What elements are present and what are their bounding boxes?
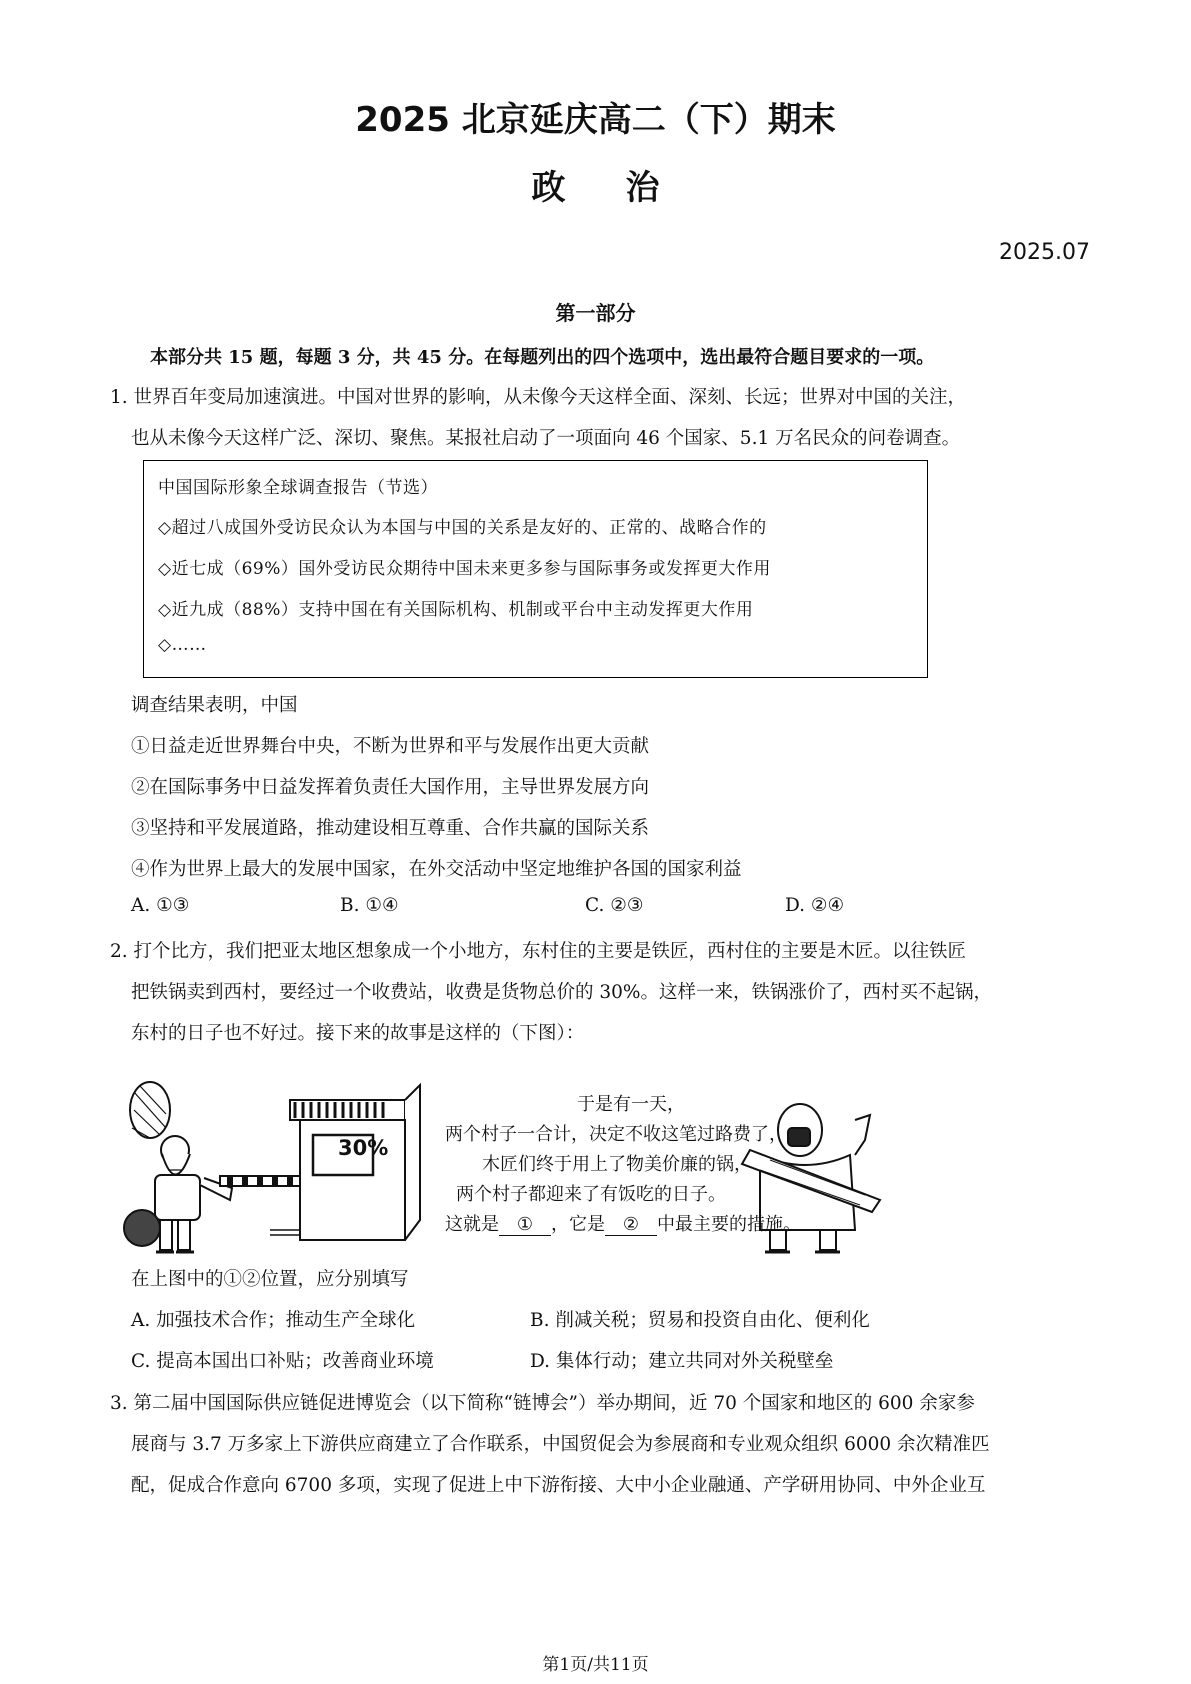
cartoon-line5-a: 这就是: [445, 1214, 499, 1235]
q1-stem-line1: 1. 世界百年变局加速演进。中国对世界的影响，从未像今天这样全面、深刻、长远；世界对中国的关注，: [110, 387, 967, 408]
q1-statement: ②在国际事务中日益发挥着负责任大国作用，主导世界发展方向: [131, 777, 650, 798]
cartoon-line5-b: ，它是: [551, 1214, 605, 1235]
cartoon-blank-1: ①: [499, 1214, 551, 1236]
q1-option-b: B. ①④: [340, 895, 399, 916]
q3-stem-line2: 展商与 3.7 万多家上下游供应商建立了合作联系，中国贸促会为参展商和专业观众组织 6000 余次精准匹: [131, 1434, 990, 1455]
q1-survey-box: [143, 460, 928, 678]
q2-question: 在上图中的①②位置，应分别填写: [131, 1269, 409, 1290]
q2-stem-line1: 2. 打个比方，我们把亚太地区想象成一个小地方，东村住的主要是铁匠，西村住的主要是木匠。以往铁匠: [110, 941, 967, 962]
cartoon-blank-2: ②: [605, 1214, 657, 1236]
q1-statement: ④作为世界上最大的发展中国家，在外交活动中坚定地维护各国的国家利益: [131, 859, 742, 880]
q1-box-item: ◇近七成（69%）国外受访民众期待中国未来更多参与国际事务或发挥更大作用: [158, 559, 771, 579]
q1-box-item: ◇……: [158, 635, 207, 655]
tollbooth-label: 30%: [338, 1136, 389, 1160]
q2-option-b: B. 削减关税；贸易和投资自由化、便利化: [530, 1310, 870, 1331]
exam-date: 2025.07: [999, 240, 1090, 265]
q2-stem-line3: 东村的日子也不好过。接下来的故事是这样的（下图）：: [131, 1023, 585, 1044]
q1-option-a: A. ①③: [131, 895, 190, 916]
q1-box-item: ◇近九成（88%）支持中国在有关国际机构、机制或平台中主动发挥更大作用: [158, 600, 754, 620]
q1-stem-line2: 也从未像今天这样广泛、深切、聚焦。某报社启动了一项面向 46 个国家、5.1 万名民众的问卷调查。: [131, 428, 961, 449]
cartoon-line4: 两个村子都迎来了有饭吃的日子。: [456, 1184, 726, 1205]
document-title: 2025 北京延庆高二（下）期末: [355, 100, 836, 140]
q3-stem-line3: 配，促成合作意向 6700 多项，实现了促进上中下游衔接、大中小企业融通、产学研用协同、中外企业互: [131, 1475, 986, 1496]
q1-statement: ①日益走近世界舞台中央，不断为世界和平与发展作出更大贡献: [131, 736, 650, 757]
q2-stem-line2: 把铁锅卖到西村，要经过一个收费站，收费是货物总价的 30%。这样一来，铁锅涨价了，西村买不起锅，: [131, 982, 993, 1003]
cartoon-line2: 两个村子一合计，决定不收这笔过路费了，: [445, 1124, 787, 1145]
page-number: 第1页/共11页: [542, 1655, 649, 1675]
cartoon-line5-c: 中最主要的措施。: [657, 1214, 801, 1235]
part-heading: 第一部分: [555, 301, 636, 325]
q1-option-c: C. ②③: [585, 895, 644, 916]
q2-option-c: C. 提高本国出口补贴；改善商业环境: [131, 1351, 434, 1372]
subject-title: 政治: [531, 168, 720, 208]
q3-stem-line1: 3. 第二届中国国际供应链促进博览会（以下简称“链博会”）举办期间，近 70 个国家和地区的 600 余家参: [110, 1393, 975, 1414]
cartoon-line5: [445, 1210, 801, 1236]
blacksmith-figure: [124, 1082, 232, 1252]
q1-statement: ③坚持和平发展道路，推动建设相互尊重、合作共赢的国际关系: [131, 818, 650, 839]
q2-option-d: D. 集体行动；建立共同对外关税壁垒: [530, 1351, 834, 1372]
q1-box-item: ◇超过八成国外受访民众认为本国与中国的关系是友好的、正常的、战略合作的: [158, 518, 767, 538]
q1-option-d: D. ②④: [785, 895, 845, 916]
tollbooth: [270, 1085, 420, 1240]
q1-box-title: 中国国际形象全球调查报告（节选）: [158, 478, 438, 498]
q2-option-a: A. 加强技术合作；推动生产全球化: [131, 1310, 416, 1331]
q1-question: 调查结果表明，中国: [131, 695, 298, 716]
cartoon-line1: 于是有一天，: [577, 1094, 685, 1115]
cartoon-line3: 木匠们终于用上了物美价廉的锅，: [482, 1154, 752, 1175]
part-instructions: 本部分共 15 题，每题 3 分，共 45 分。在每题列出的四个选项中，选出最符合题目要求的一项。: [150, 347, 935, 368]
